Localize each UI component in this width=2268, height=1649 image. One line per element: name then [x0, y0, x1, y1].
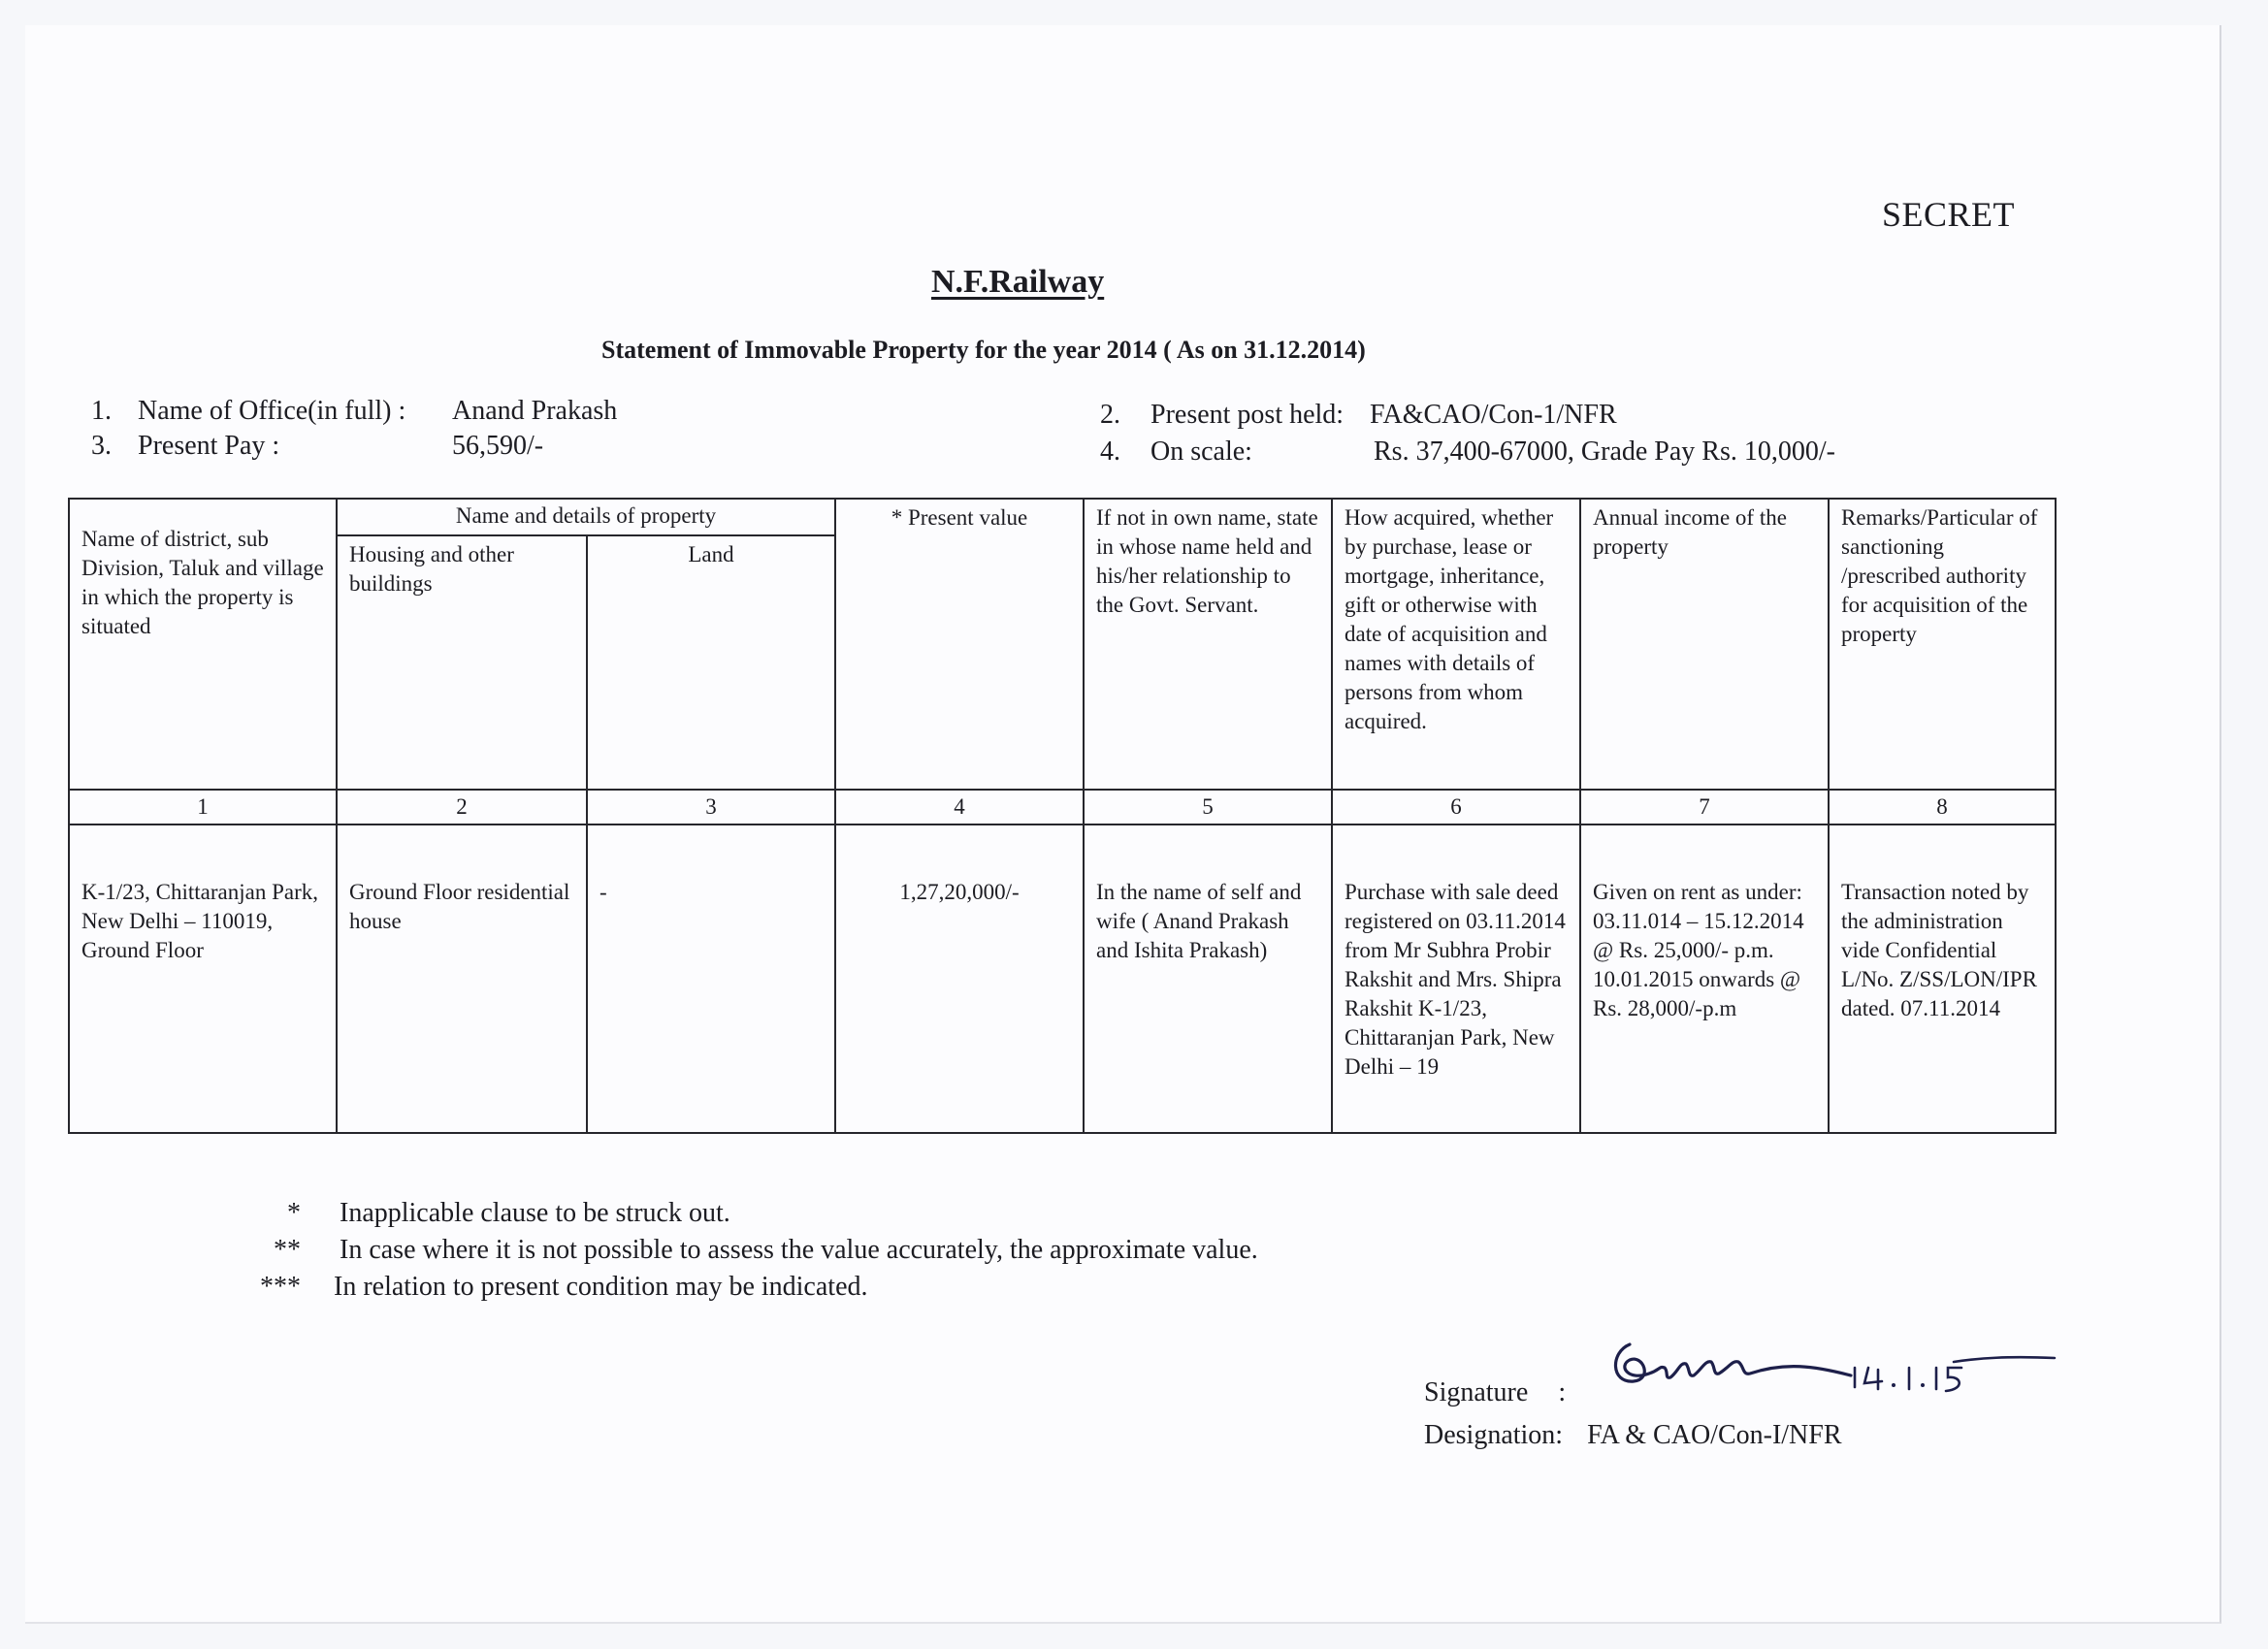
header-present-value: * Present value [835, 499, 1084, 790]
footnote-text: In relation to present condition may be indicated. [334, 1272, 868, 1302]
cell-acquisition: Purchase with sale deed registered on 03.11.2014 from Mr Subhra Probir Rakshit and Mrs. Shipra Rakshit K-1/23, Chittaranjan Park, New Delhi – 19 [1332, 824, 1580, 1133]
column-number-row [69, 790, 2056, 824]
info-present-post [1100, 400, 1617, 431]
info-value: FA&CAO/Con-1/NFR [1370, 400, 1617, 430]
cell-housing: Ground Floor residential house [337, 824, 587, 1133]
cell-land: - [587, 824, 835, 1133]
info-number: 4. [1100, 436, 1120, 467]
header-ownership: If not in own name, state in whose name held and his/her relationship to the Govt. Servant. [1084, 499, 1332, 790]
info-scale [1100, 436, 1835, 468]
header-income: Annual income of the property [1580, 499, 1829, 790]
info-number: 1. [91, 396, 112, 426]
info-label: Present post held: [1150, 400, 1345, 430]
statement-title: Statement of Immovable Property for the year 2014 ( As on 31.12.2014) [601, 336, 1366, 364]
info-present-pay [91, 431, 544, 462]
info-value: Anand Prakash [452, 396, 618, 426]
classification-label: SECRET [1882, 195, 2016, 234]
cell-ownership: In the name of self and wife ( Anand Prakash and Ishita Prakash) [1084, 824, 1332, 1133]
column-number: 1 [69, 790, 337, 824]
footnote-mark: *** [260, 1272, 301, 1302]
header-location: Name of district, sub Division, Taluk and village in which the property is situated [69, 499, 337, 790]
info-label: On scale: [1150, 436, 1252, 467]
header-details-group: Name and details of property [337, 499, 835, 535]
cell-location: K-1/23, Chittaranjan Park, New Delhi – 110019, Ground Floor [69, 824, 337, 1133]
table-header-row [69, 499, 2056, 535]
column-number: 8 [1829, 790, 2056, 824]
footnote-mark: * [287, 1198, 301, 1228]
info-label: Name of Office(in full) : [138, 396, 406, 426]
cell-remarks: Transaction noted by the administration vide Confidential L/No. Z/SS/LON/IPR dated. 07.11.2014 [1829, 824, 2056, 1133]
info-value: Rs. 37,400-67000, Grade Pay Rs. 10,000/- [1374, 436, 1835, 467]
header-housing: Housing and other buildings [337, 535, 587, 790]
cell-present-value: 1,27,20,000/- [835, 824, 1084, 1133]
column-number: 2 [337, 790, 587, 824]
designation-label: Designation: [1424, 1420, 1564, 1450]
footnote-text: Inapplicable clause to be struck out. [340, 1198, 730, 1228]
property-table [68, 498, 2057, 1134]
signature-label: Signature [1424, 1377, 1529, 1407]
info-number: 3. [91, 431, 112, 461]
header-land: Land [587, 535, 835, 790]
handwritten-signature [1601, 1333, 2066, 1410]
footnote-mark: ** [274, 1235, 301, 1265]
info-label: Present Pay : [138, 431, 280, 461]
organisation-title: N.F.Railway [931, 264, 1105, 300]
column-number: 4 [835, 790, 1084, 824]
footnote-text: In case where it is not possible to assess the value accurately, the approximate value. [340, 1235, 1258, 1265]
designation-row [1424, 1420, 1842, 1463]
info-value: 56,590/- [452, 431, 544, 461]
designation-value: FA & CAO/Con-I/NFR [1587, 1420, 1842, 1450]
header-acquisition: How acquired, whether by purchase, lease or mortgage, inheritance, gift or otherwise with date of acquisition and names with details of persons from whom acquired. [1332, 499, 1580, 790]
table-row [69, 824, 2056, 1133]
cell-income: Given on rent as under: 03.11.014 – 15.12.2014 @ Rs. 25,000/- p.m. 10.01.2015 onwards @ Rs. 28,000/-p.m [1580, 824, 1829, 1133]
signature-separator: : [1558, 1377, 1567, 1407]
column-number: 3 [587, 790, 835, 824]
column-number: 6 [1332, 790, 1580, 824]
column-number: 7 [1580, 790, 1829, 824]
column-number: 5 [1084, 790, 1332, 824]
info-number: 2. [1100, 400, 1120, 430]
header-remarks: Remarks/Particular of sanctioning /prescribed authority for acquisition of the property [1829, 499, 2056, 790]
info-office-name [91, 396, 618, 427]
